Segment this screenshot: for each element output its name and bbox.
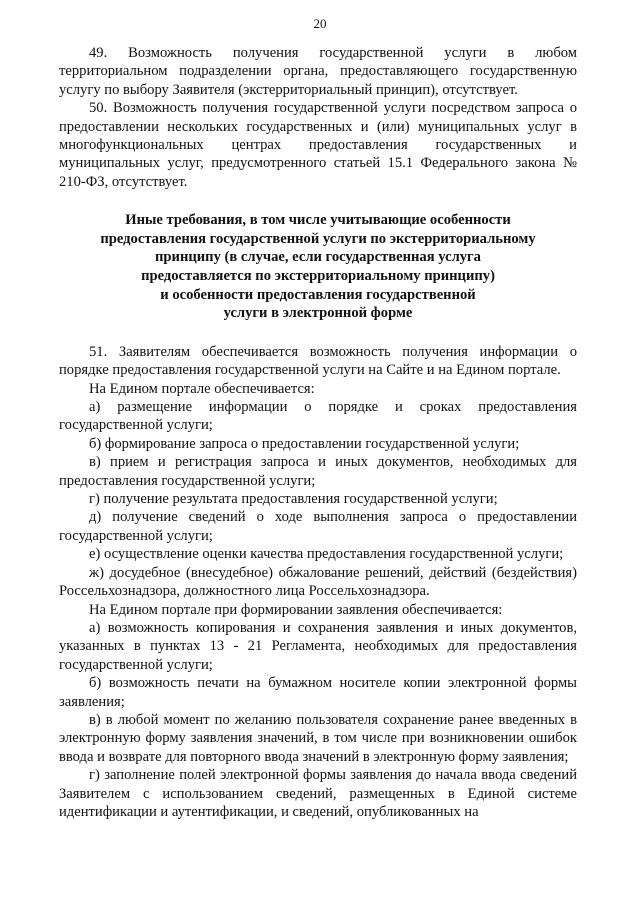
document-body [59,44,577,821]
list-item-b: б) формирование запроса о предоставлении государственной услуги; [89,435,520,452]
heading-line: и особенности предоставления государственной [160,286,476,303]
heading-line: Иные требования, в том числе учитывающие особенности [125,212,511,229]
paragraph-portal-provides: На Едином портале обеспечивается: [89,380,315,397]
form-item-g: г) заполнение полей электронной формы заявления до начала ввода сведений Заявителем с использованием сведений, размещенных в Единой системе идентификации и аутентификации, и сведений, опубликованных на [59,767,577,820]
list-item-g: г) получение результата предоставления государственной услуги; [89,491,498,508]
paragraph-49: 49. Возможность получения государственной услуги в любом территориальном подразделении органа, предоставляющего государственную услугу по выбору Заявителя (экстерриториальный принцип), отсутствует. [59,45,577,98]
list-item-zh: ж) досудебное (внесудебное) обжалование решений, действий (бездействия) Россельхознадзора, должностного лица Россельхознадзора. [59,564,577,600]
heading-line: предоставления государственной услуги по экстерриториальному [100,230,536,247]
form-item-b: б) возможность печати на бумажном носителе копии электронной формы заявления; [59,675,577,710]
heading-line: услуги в электронной форме [223,305,413,322]
heading-line: принципу (в случае, если государственная услуга [155,249,481,266]
paragraph-51: 51. Заявителям обеспечивается возможность получения информации о порядке предоставления государственной услуги на Сайте и на Едином портале. [59,343,577,379]
list-item-e: е) осуществление оценки качества предоставления государственной услуги; [89,546,564,563]
list-item-v: в) прием и регистрация запроса и иных документов, необходимых для предоставления государственной услуги; [59,454,577,489]
paragraph-50: 50. Возможность получения государственной услуги посредством запроса о предоставлении нескольких государственных и (или) муниципальных услуг в многофункциональных центрах предоставления государственных и муниципальных услуг, предусмотренного статьей 15.1 Федерального закона № 210-ФЗ, отсутствует. [59,100,577,190]
form-item-v: в) в любой момент по желанию пользователя сохранение ранее введенных в электронную форму заявления значений, в том числе при возникновении ошибок ввода и возврате для повторного ввода значений в электронную форму заявления; [59,711,577,765]
form-item-a: а) возможность копирования и сохранения заявления и иных документов, указанных в пунктах 13 - 21 Регламента, необходимых для предоставления государственной услуги; [59,619,577,673]
paragraph-form-provides: На Едином портале при формировании заявления обеспечивается: [89,601,503,618]
section-heading [59,211,577,323]
list-item-d: д) получение сведений о ходе выполнения запроса о предоставлении государственной услуги; [59,509,577,544]
heading-line: предоставляется по экстерриториальному принципу) [141,268,495,285]
page-number: 20 [313,16,327,31]
list-item-a: а) размещение информации о порядке и сроках предоставления государственной услуги; [59,399,577,434]
